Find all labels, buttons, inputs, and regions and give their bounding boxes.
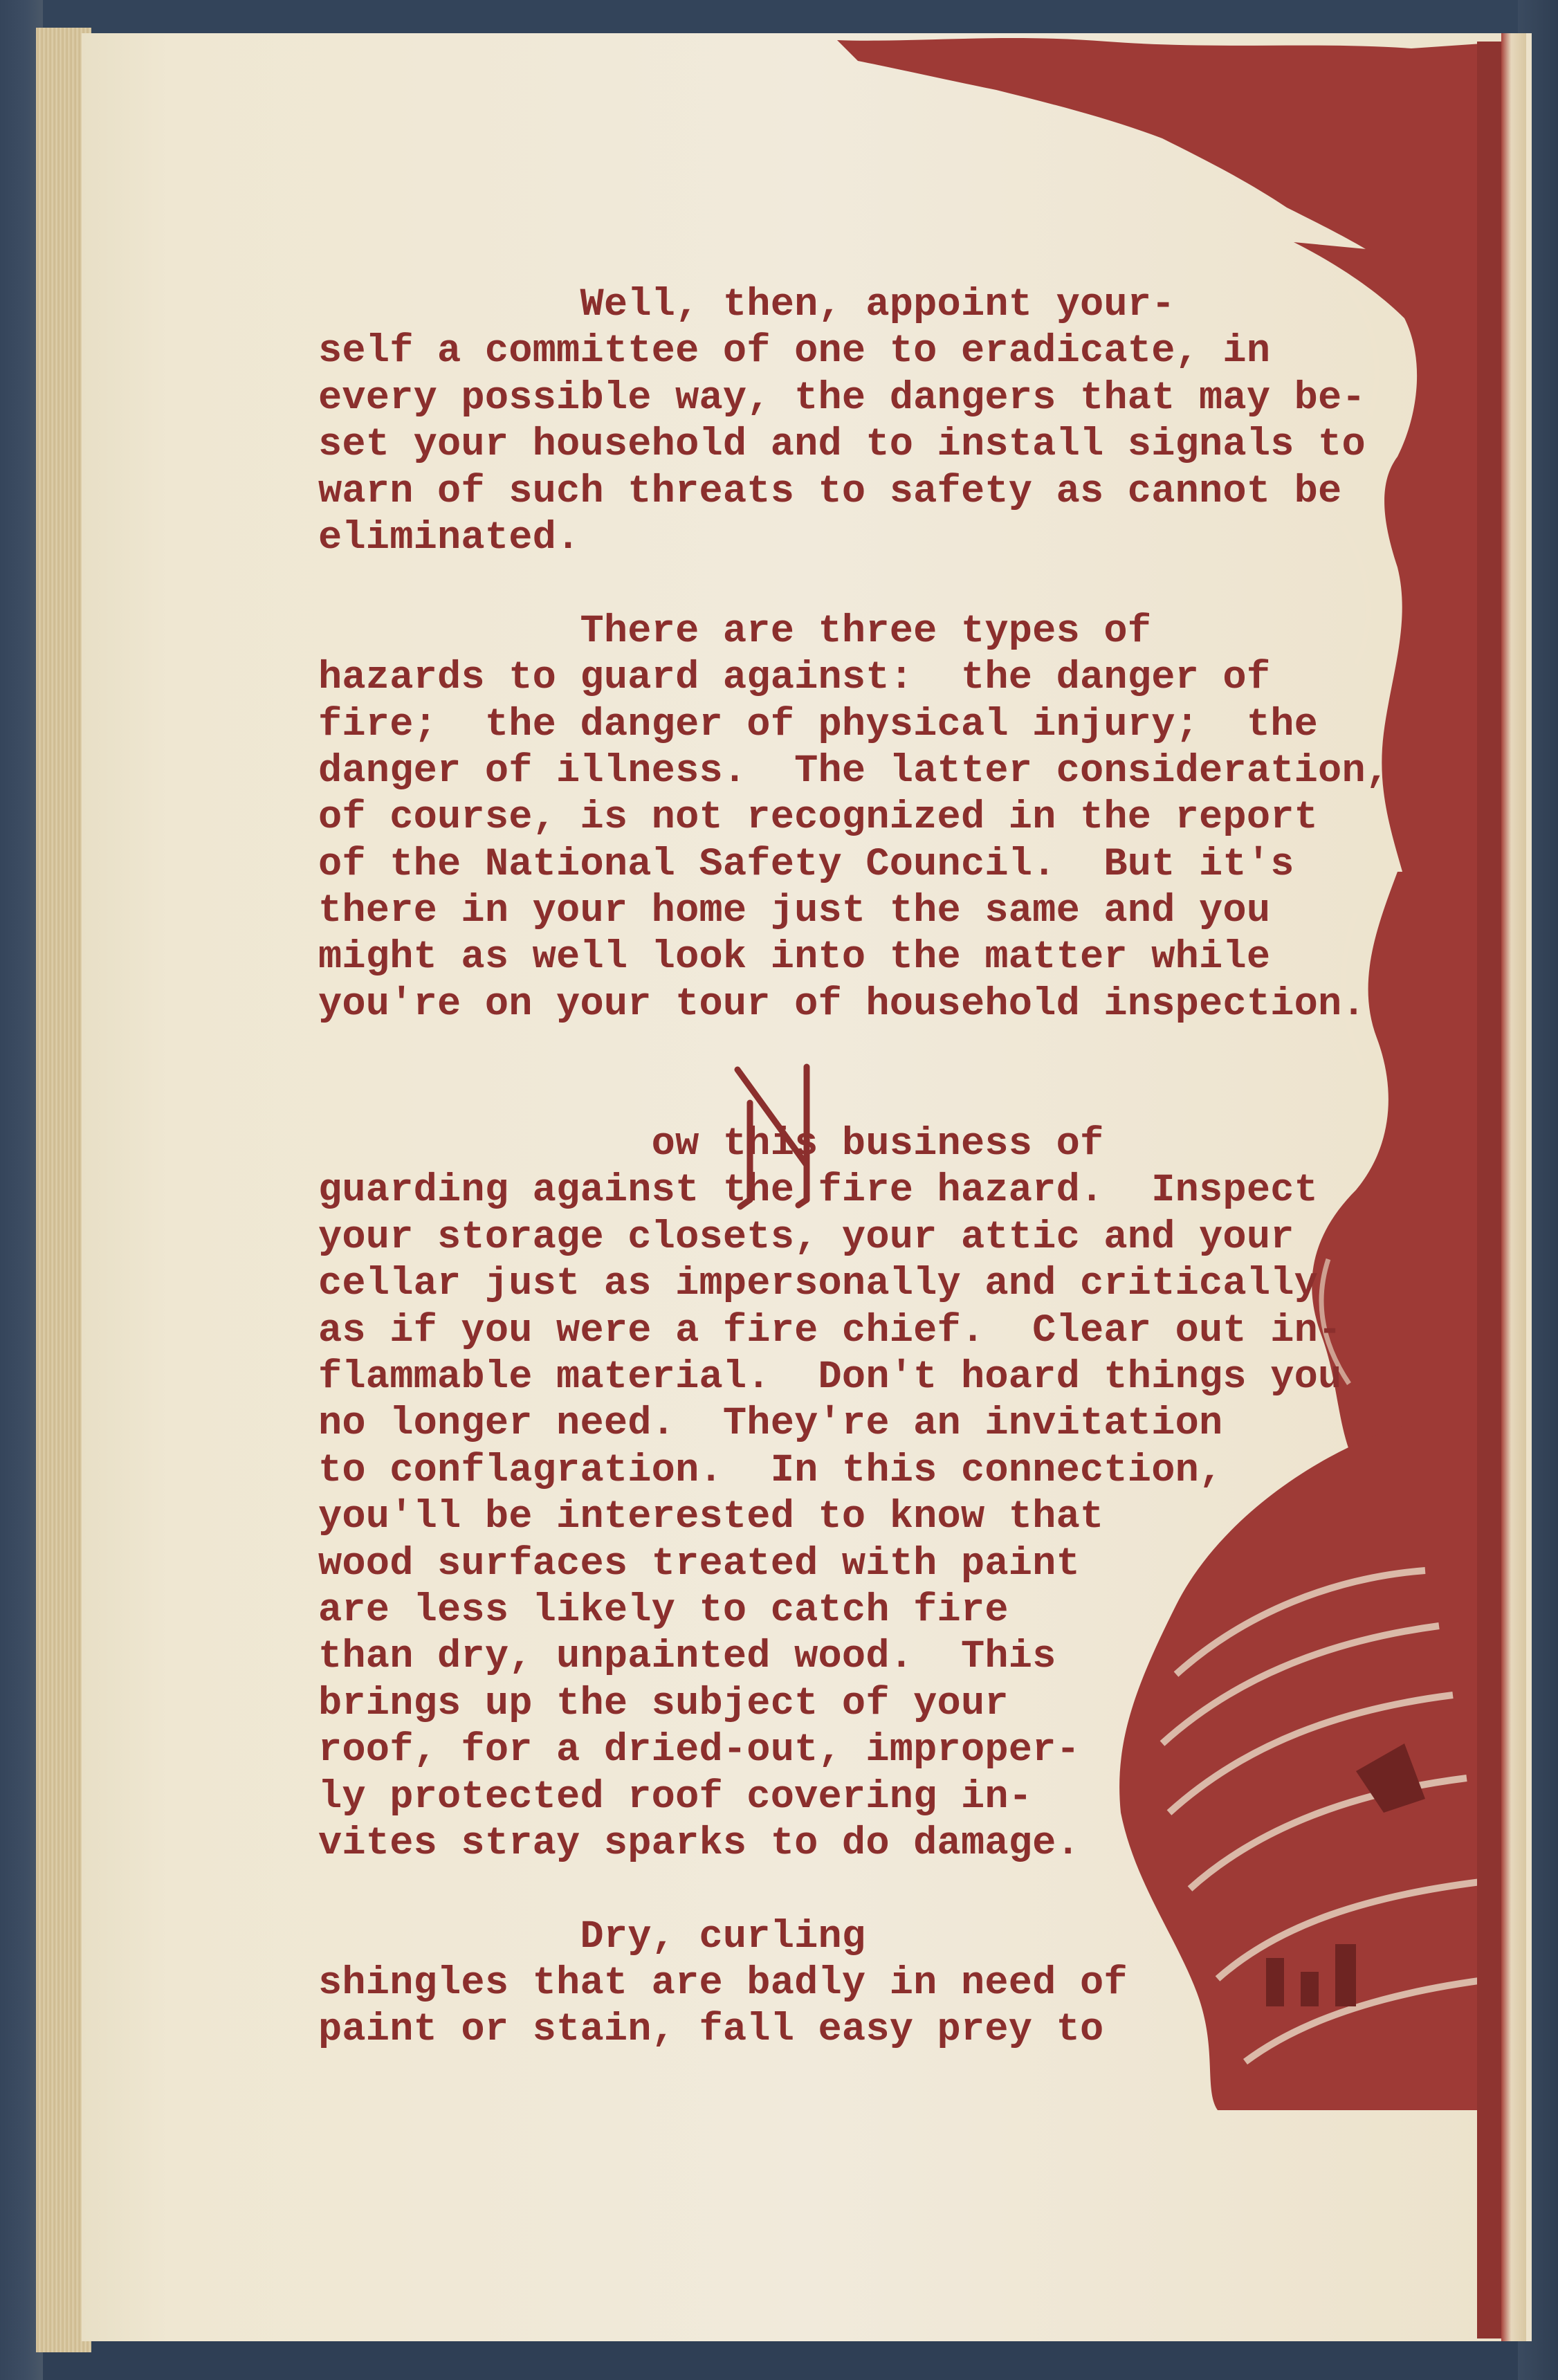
text-line: flammable material. Don't hoard things you bbox=[318, 1355, 1342, 1400]
text-line: There are three types of bbox=[318, 609, 1152, 654]
text-line: shingles that are badly in need of bbox=[318, 1961, 1128, 2006]
text-line: cellar just as impersonally and critically bbox=[318, 1262, 1319, 1307]
text-line: of course, is not recognized in the report bbox=[318, 796, 1319, 841]
text-line: Dry, curling bbox=[318, 1914, 866, 1959]
text-line: danger of illness. The latter consideration, bbox=[318, 749, 1390, 794]
text-line: eliminated. bbox=[318, 515, 580, 560]
text-line: of the National Safety Council. But it's bbox=[318, 842, 1294, 887]
dropcap-area bbox=[318, 1075, 1397, 1169]
text-line: ow this business of bbox=[318, 1122, 1104, 1167]
paragraph-1 bbox=[318, 282, 1397, 562]
text-line: brings up the subject of your bbox=[318, 1681, 1009, 1726]
text-line: Well, then, appoint your- bbox=[318, 283, 1175, 327]
text-line: set your household and to install signals to bbox=[318, 423, 1366, 468]
text-line: hazards to guard against: the danger of bbox=[318, 656, 1271, 701]
text-line: paint or stain, fall easy prey to bbox=[318, 2008, 1104, 2053]
text-line: wood surfaces treated with paint bbox=[318, 1541, 1080, 1586]
text-line: than dry, unpainted wood. This bbox=[318, 1635, 1056, 1680]
paragraph-4 bbox=[318, 1914, 1397, 2054]
text-line: vites stray sparks to do damage. bbox=[318, 1821, 1080, 1866]
text-line: roof, for a dried-out, improper- bbox=[318, 1728, 1080, 1773]
text-line: your storage closets, your attic and your bbox=[318, 1215, 1294, 1260]
text-line: fire; the danger of physical injury; the bbox=[318, 702, 1319, 747]
text-line: ly protected roof covering in- bbox=[318, 1775, 1033, 1820]
text-line: to conflagration. In this connection, bbox=[318, 1448, 1223, 1493]
text-line: guarding against the fire hazard. Inspect bbox=[318, 1169, 1319, 1214]
paragraph-3 bbox=[318, 1075, 1397, 1868]
text-line: every possible way, the dangers that may be- bbox=[318, 376, 1366, 421]
page-gutter bbox=[1501, 33, 1526, 2341]
text-line: might as well look into the matter while bbox=[318, 935, 1271, 980]
text-line: self a committee of one to eradicate, in bbox=[318, 329, 1271, 374]
text-line: you're on your tour of household inspection. bbox=[318, 982, 1366, 1027]
text-line: warn of such threats to safety as cannot be bbox=[318, 469, 1342, 514]
text-line: as if you were a fire chief. Clear out in- bbox=[318, 1308, 1342, 1353]
text-line: are less likely to catch fire bbox=[318, 1588, 1009, 1633]
text-line: no longer need. They're an invitation bbox=[318, 1402, 1223, 1447]
paragraph-2 bbox=[318, 609, 1397, 1029]
text-line: you'll be interested to know that bbox=[318, 1495, 1104, 1540]
text-line: there in your home just the same and you bbox=[318, 889, 1271, 934]
page-text bbox=[318, 282, 1397, 2100]
